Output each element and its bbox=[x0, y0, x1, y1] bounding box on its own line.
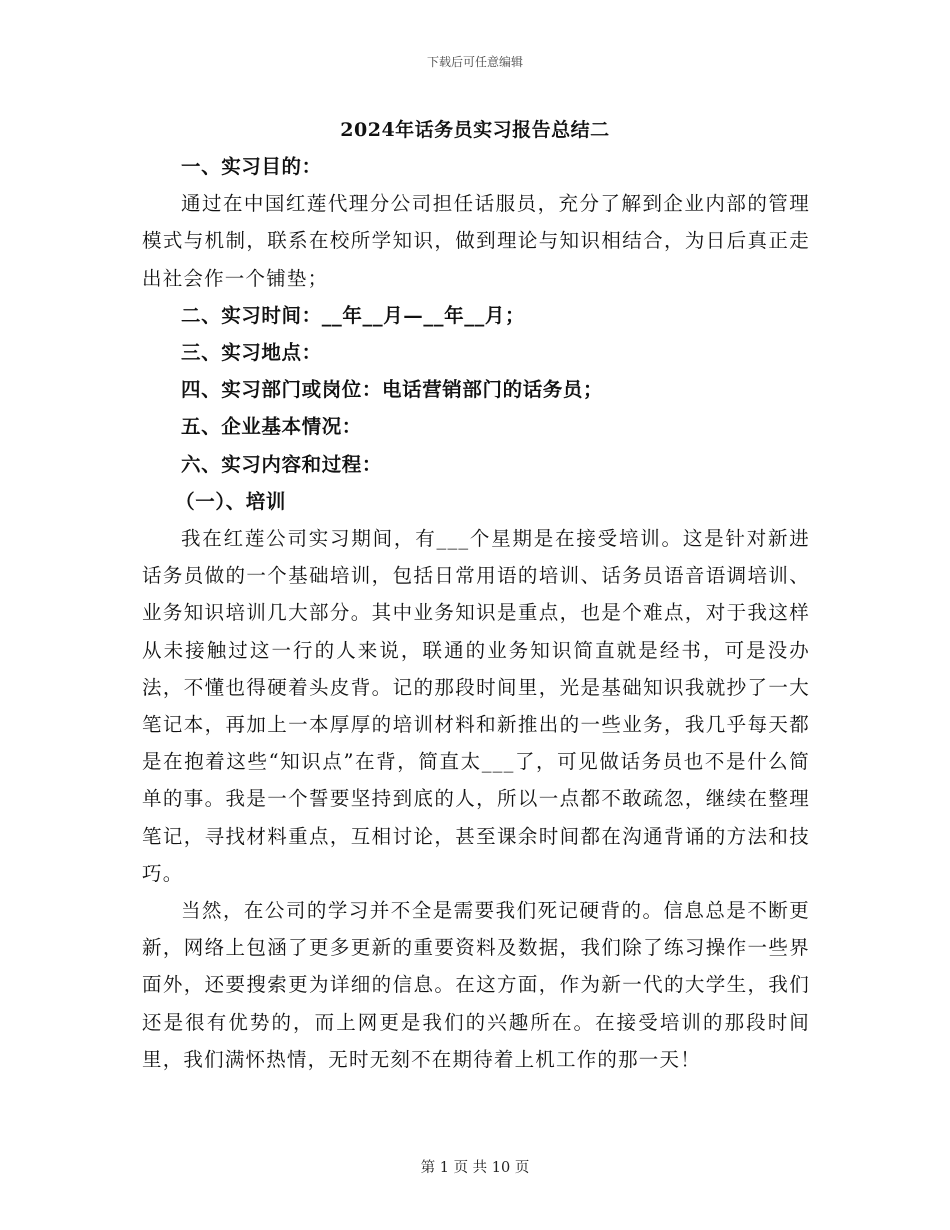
section-heading-place: 三、实习地点： bbox=[181, 341, 322, 365]
paragraph-training-2: 当然，在公司的学习并不全是需要我们死记硬背的。信息总是不断更新，网络上包涵了更多更新的重要资料及数据，我们除了练习操作一些界面外，还要搜索更为详细的信息。在这方面，作为新一代的大学生，我们还是很有优势的，而上网更是我们的兴趣所在。在接受培训的那段时间里，我们满怀热情，无时无刻不在期待着上机工作的那一天！ bbox=[142, 899, 810, 1071]
document-body bbox=[142, 148, 810, 1078]
section-heading-time: 二、实习时间：__年__月—__年__月； bbox=[181, 303, 526, 327]
document-title: 2024年话务员实习报告总结二 bbox=[340, 119, 610, 141]
subsection-heading-training: （一）、培训 bbox=[175, 489, 286, 513]
page-number-footer: 第 1 页 共 10 页 bbox=[420, 1160, 530, 1176]
section-heading-content: 六、实习内容和过程： bbox=[181, 452, 383, 476]
paragraph-purpose: 通过在中国红莲代理分公司担任话服员，充分了解到企业内部的管理模式与机制，联系在校所学知识，做到理论与知识相结合，为日后真正走出社会作一个铺垫； bbox=[142, 192, 810, 290]
paragraph-training-1: 我在红莲公司实习期间，有___个星期是在接受培训。这是针对新进话务员做的一个基础培训，包括日常用语的培训、话务员语音语调培训、业务知识培训几大部分。其中业务知识是重点，也是个难点，对于我这样从未接触过这一行的人来说，联通的业务知识简直就是经书，可是没办法，不懂也得硬着头皮背。记的那段时间里，光是基础知识我就抄了一大笔记本，再加上一本厚厚的培训材料和新推出的一些业务，我几乎每天都是在抱着这些“知识点”在背，简直太___了，可见做话务员也不是什么简单的事。我是一个誓要坚持到底的人，所以一点都不敢疏忽，继续在整理笔记，寻找材料重点，互相讨论，甚至课余时间都在沟通背诵的方法和技巧。 bbox=[142, 527, 810, 885]
section-heading-department: 四、实习部门或岗位：电话营销部门的话务员； bbox=[181, 378, 604, 402]
section-heading-company: 五、企业基本情况： bbox=[181, 415, 362, 439]
section-heading-purpose: 一、实习目的： bbox=[181, 155, 322, 178]
page-header-note: 下载后可任意编辑 bbox=[426, 55, 523, 69]
